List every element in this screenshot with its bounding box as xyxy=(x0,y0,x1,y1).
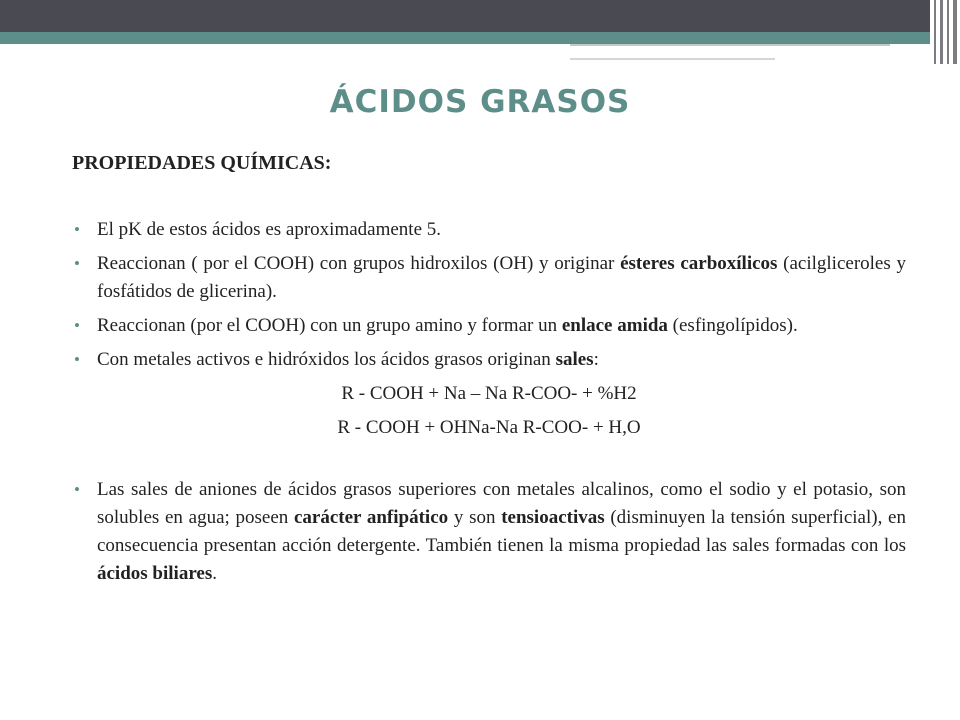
header-right-stripes xyxy=(930,0,960,64)
header-thin-line-short xyxy=(570,58,775,60)
header-accent-bar xyxy=(0,32,930,44)
bullet-detergente: • Las sales de aniones de ácidos grasos superiores con metales alcalinos, como el sodio y el potasio, son solubles en agua; poseen carácter anfipático y son tensioactivas (disminuyen la tensión superficial), en consecuencia presentan acción detergente. También tienen la misma propiedad las sales formadas con los ácidos biliares. xyxy=(72,476,906,588)
slide-content xyxy=(72,216,906,594)
bullet-pk: • El pK de estos ácidos es aproximadamente 5. xyxy=(72,216,906,244)
equation-hydroxide: R - COOH + OHNa-Na R-COO- + H,O xyxy=(337,417,641,438)
equation-sodium: R - COOH + Na – Na R-COO- + %H2 xyxy=(341,383,637,404)
bullet-amida: • Reaccionan (por el COOH) con un grupo amino y formar un enlace amida (esfingolípidos). xyxy=(72,312,906,340)
bullet-esteres: • Reaccionan ( por el COOH) con grupos hidroxilos (OH) y originar ésteres carboxílicos (acilgliceroles y fosfátidos de glicerina). xyxy=(72,250,906,306)
header-thin-line xyxy=(570,44,890,46)
bullet-sales: • Con metales activos e hidróxidos los ácidos grasos originan sales: xyxy=(72,346,906,374)
header-dark-bar xyxy=(0,0,960,32)
section-subtitle: PROPIEDADES QUÍMICAS: xyxy=(72,152,332,174)
slide-title: ÁCIDOS GRASOS xyxy=(329,84,631,120)
